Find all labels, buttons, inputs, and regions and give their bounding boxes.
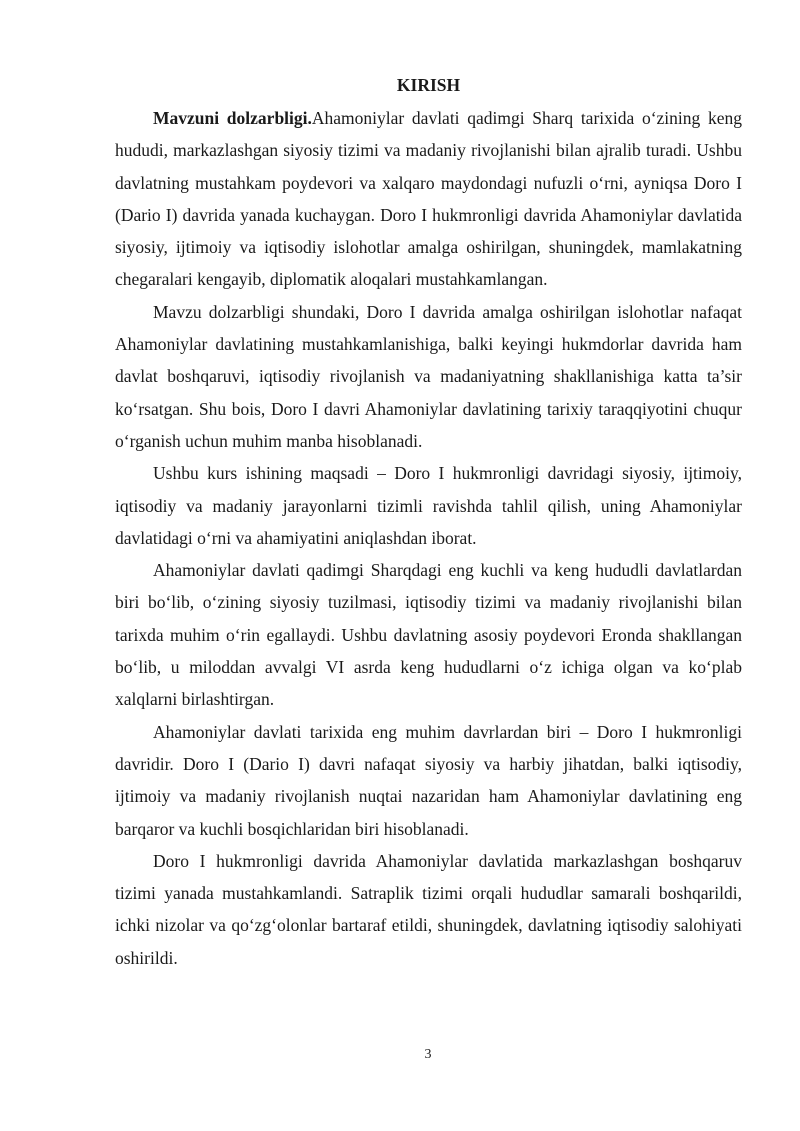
page-content — [115, 74, 742, 974]
paragraph: Ahamoniylar davlati qadimgi Sharqdagi eng kuchli va keng hududli davlatlardan biri bo‘lib, o‘zining siyosiy tuzilmasi, iqtisodiy tizimi va madaniy rivojlanishi bilan tarixda muhim o‘rin egallaydi. Ushbu davlatning asosiy poydevori Eronda shakllangan bo‘lib, u miloddan avvalgi VI asrda keng hududlarni o‘z ichiga olgan va ko‘plab xalqlarni birlashtirgan. — [115, 560, 742, 710]
section-heading: KIRISH — [396, 75, 461, 95]
paragraph-text: Ahamoniylar davlati qadimgi Sharq tarixida o‘zining keng hududi, markazlashgan siyosiy tizimi va madaniy rivojlanishi bilan ajralib turadi. Ushbu davlatning mustahkam poydevori va xalqaro maydondagi nufuzli o‘rni, ayniqsa Doro I (Dario I) davrida yanada kuchaygan. Doro I hukmronligi davrida Ahamoniylar davlatida siyosiy, ijtimoiy va iqtisodiy islohotlar amalga oshirilgan, shuningdek, mamlakatning chegaralari kengayib, diplomatik aloqalari mustahkamlangan. — [115, 108, 742, 290]
paragraph: Ahamoniylar davlati tarixida eng muhim davrlardan biri – Doro I hukmronligi davridir. Doro I (Dario I) davri nafaqat siyosiy va harbiy jihatdan, balki iqtisodiy, ijtimoiy va madaniy rivojlanish nuqtai nazaridan ham Ahamoniylar davlatining eng barqaror va kuchli bosqichlaridan biri hisoblanadi. — [115, 721, 742, 839]
paragraph: Mavzu dolzarbligi shundaki, Doro I davrida amalga oshirilgan islohotlar nafaqat Ahamoniylar davlatining mustahkamlanishiga, balki keyingi hukmdorlar davrida ham davlat boshqaruvi, iqtisodiy rivojlanish va madaniyatning shakllanishiga katta ta’sir ko‘rsatgan. Shu bois, Doro I davri Ahamoniylar davlatining tarixiy taraqqiyotini chuqur o‘rganish uchun muhim manba hisoblanadi. — [115, 301, 742, 451]
paragraph-lead: Mavzuni dolzarbligi. — [153, 108, 312, 128]
paragraph-relevance — [115, 102, 742, 296]
page-number: 3 — [424, 1047, 432, 1062]
paragraph: Ushbu kurs ishining maqsadi – Doro I hukmronligi davridagi siyosiy, ijtimoiy, iqtisodiy va madaniy jarayonlarni tizimli ravishda tahlil qilish, uning Ahamoniylar davlatidagi o‘rni va ahamiyatini aniqlashdan iborat. — [115, 463, 742, 548]
paragraph: Doro I hukmronligi davrida Ahamoniylar davlatida markazlashgan boshqaruv tizimi yanada mustahkamlandi. Satraplik tizimi orqali hududlar samarali boshqarildi, ichki nizolar va qo‘zg‘olonlar bartaraf etildi, shuningdek, davlatning iqtisodiy salohiyati oshirildi. — [115, 850, 742, 968]
